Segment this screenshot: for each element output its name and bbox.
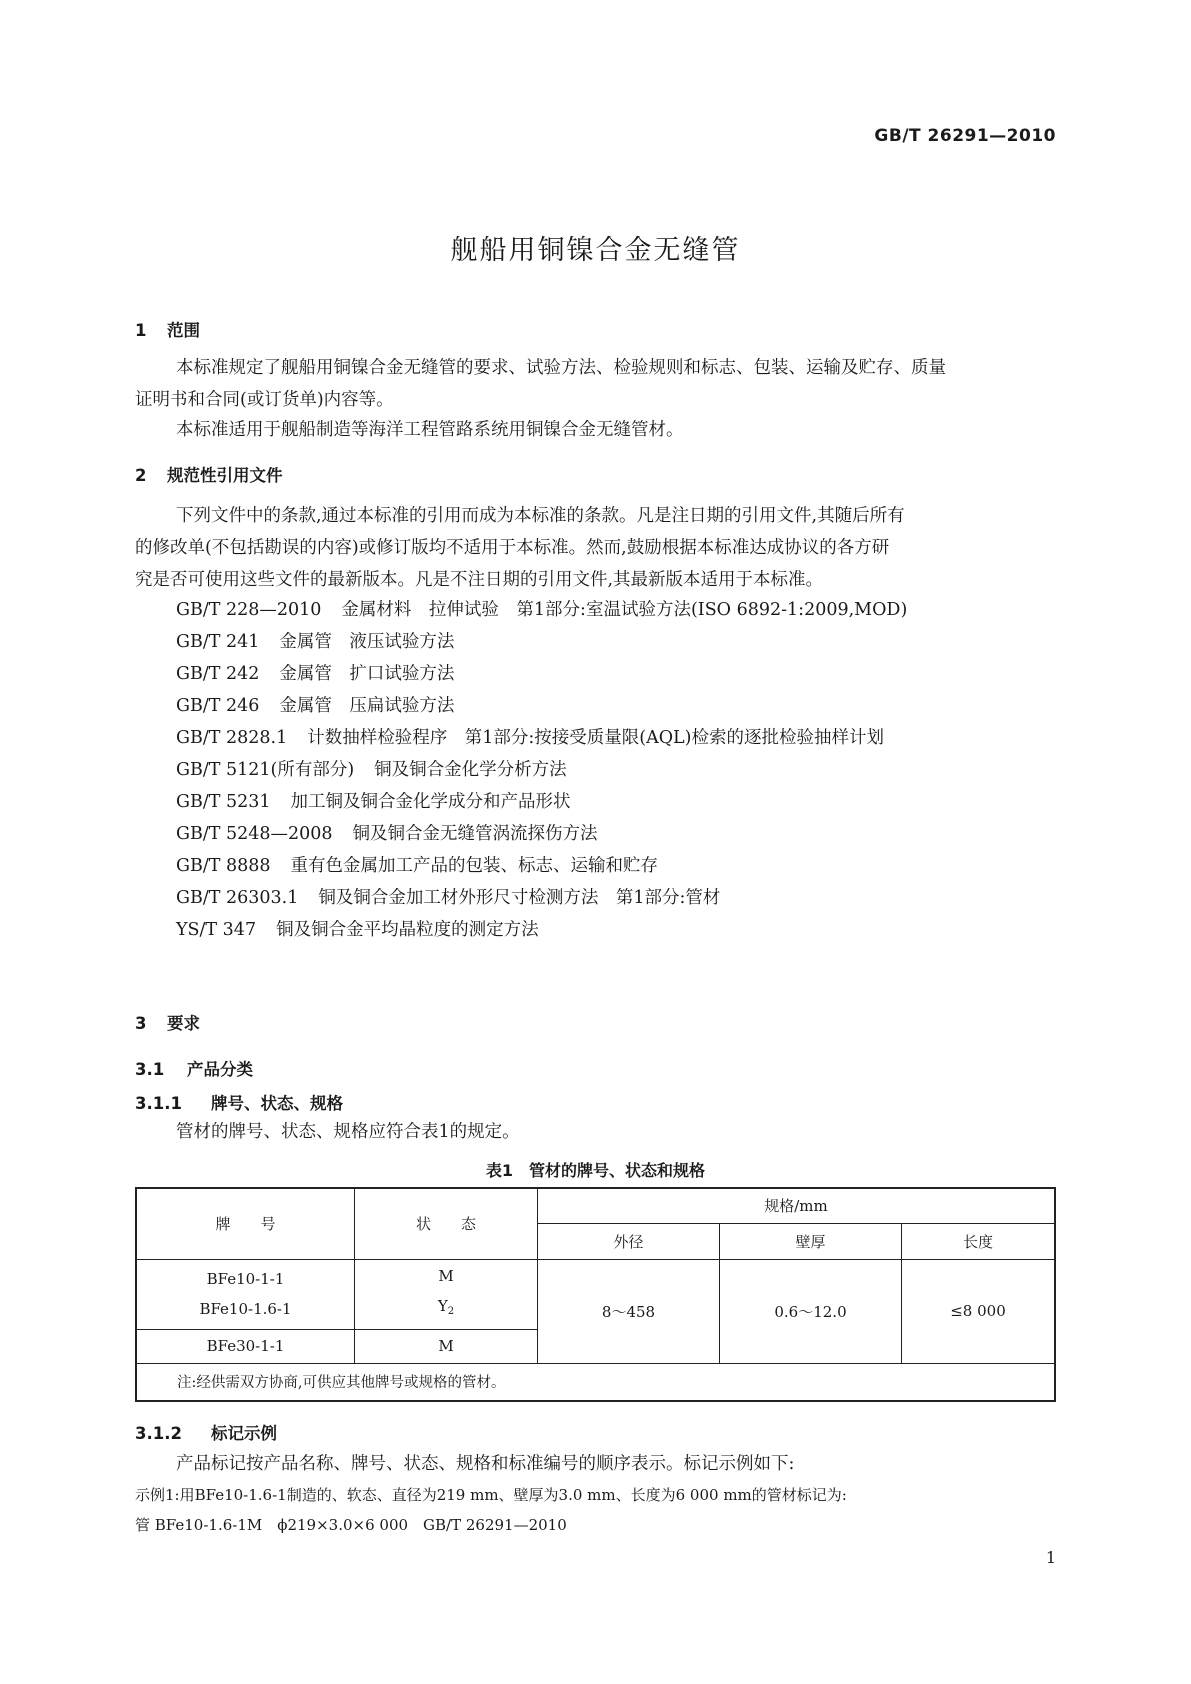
length-cell: ≤8 000 bbox=[902, 1259, 1056, 1363]
reference-code: GB/T 8888 bbox=[176, 856, 271, 876]
standard-code: GB/T 26291—2010 bbox=[874, 126, 1056, 146]
table-caption: 表1 管材的牌号、状态和规格 bbox=[485, 1161, 706, 1180]
reference-item bbox=[176, 692, 454, 717]
temper-cell bbox=[355, 1259, 538, 1329]
reference-item bbox=[176, 788, 571, 813]
reference-code: GB/T 5231 bbox=[176, 792, 271, 812]
reference-item bbox=[176, 724, 884, 749]
header-wall-thickness: 壁厚 bbox=[720, 1223, 902, 1259]
section-3-1-2-heading bbox=[135, 1420, 277, 1444]
reference-title: 重有色金属加工产品的包装、标志、运输和贮存 bbox=[290, 856, 659, 876]
reference-title: 计数抽样检验程序 第1部分:按接受质量限(AQL)检索的逐批检验抽样计划 bbox=[307, 728, 885, 748]
section-number: 1 bbox=[135, 321, 147, 340]
section-3-heading bbox=[135, 1010, 200, 1034]
text-line: 管材的牌号、状态、规格应符合表1的规定。 bbox=[176, 1122, 520, 1142]
reference-title: 金属管 扩口试验方法 bbox=[279, 664, 455, 684]
reference-item bbox=[176, 852, 658, 877]
section-1-heading bbox=[135, 317, 200, 341]
section-title: 标记示例 bbox=[211, 1424, 277, 1443]
reference-item bbox=[176, 820, 598, 845]
temper-value: M bbox=[438, 1267, 454, 1285]
section-title: 要求 bbox=[167, 1014, 200, 1033]
reference-title: 金属材料 拉伸试验 第1部分:室温试验方法(ISO 6892-1:2009,MOD) bbox=[341, 600, 908, 620]
section-number: 3.1.2 bbox=[135, 1424, 182, 1443]
page-number: 1 bbox=[1045, 1548, 1056, 1567]
temper-letter: Y bbox=[437, 1297, 448, 1315]
section-title: 范围 bbox=[167, 321, 200, 340]
section-3-1-1-heading bbox=[135, 1090, 343, 1114]
section-number: 3 bbox=[135, 1014, 147, 1033]
reference-item bbox=[176, 916, 539, 941]
grade-value: BFe10-1-1 bbox=[206, 1270, 285, 1288]
reference-title: 铜及铜合金无缝管涡流探伤方法 bbox=[352, 824, 598, 844]
reference-code: GB/T 242 bbox=[176, 664, 260, 684]
document-title: 舰船用铜镍合金无缝管 bbox=[450, 235, 741, 266]
section-number: 3.1.1 bbox=[135, 1094, 182, 1113]
reference-code: GB/T 228—2010 bbox=[176, 600, 322, 620]
grade-cell bbox=[136, 1259, 355, 1329]
section-title: 牌号、状态、规格 bbox=[211, 1094, 343, 1113]
section-3-1-1-paragraph bbox=[135, 1116, 1056, 1148]
text-line: 证明书和合同(或订货单)内容等。 bbox=[135, 390, 394, 410]
outer-diameter-cell: 8～458 bbox=[538, 1259, 720, 1363]
temper-cell: M bbox=[355, 1329, 538, 1363]
text-line: 本标准适用于舰船制造等海洋工程管路系统用铜镍合金无缝管材。 bbox=[176, 420, 684, 440]
reference-code: GB/T 5121(所有部分) bbox=[176, 760, 355, 780]
header-grade: 牌 号 bbox=[136, 1188, 355, 1259]
header-outer-diameter: 外径 bbox=[538, 1223, 720, 1259]
spec-table bbox=[135, 1187, 1056, 1402]
reference-item bbox=[176, 660, 454, 685]
text-line: 究是否可使用这些文件的最新版本。凡是不注日期的引用文件,其最新版本适用于本标准。 bbox=[135, 570, 824, 590]
reference-item bbox=[176, 884, 720, 909]
reference-title: 加工铜及铜合金化学成分和产品形状 bbox=[290, 792, 571, 812]
reference-code: GB/T 246 bbox=[176, 696, 260, 716]
header-length: 长度 bbox=[902, 1223, 1056, 1259]
grade-cell: BFe30-1-1 bbox=[136, 1329, 355, 1363]
section-number: 2 bbox=[135, 466, 147, 485]
reference-item bbox=[176, 756, 567, 781]
reference-code: GB/T 26303.1 bbox=[176, 888, 299, 908]
example-1-mark: 管 BFe10-1.6-1M ϕ219×3.0×6 000 GB/T 26291—2010 bbox=[135, 1516, 567, 1534]
grade-value: BFe10-1.6-1 bbox=[199, 1300, 292, 1318]
text-line: 产品标记按产品名称、牌号、状态、规格和标准编号的顺序表示。标记示例如下: bbox=[176, 1454, 795, 1474]
section-2-paragraph-1 bbox=[135, 500, 1056, 596]
reference-title: 金属管 液压试验方法 bbox=[279, 632, 455, 652]
section-2-heading bbox=[135, 462, 283, 486]
reference-title: 铜及铜合金化学分析方法 bbox=[374, 760, 567, 780]
table-note: 注:经供需双方协商,可供应其他牌号或规格的管材。 bbox=[136, 1363, 1055, 1401]
section-number: 3.1 bbox=[135, 1060, 165, 1079]
reference-code: YS/T 347 bbox=[176, 920, 257, 940]
reference-title: 铜及铜合金加工材外形尺寸检测方法 第1部分:管材 bbox=[318, 888, 721, 908]
reference-title: 铜及铜合金平均晶粒度的测定方法 bbox=[276, 920, 539, 940]
reference-title: 金属管 压扁试验方法 bbox=[279, 696, 455, 716]
reference-item bbox=[176, 596, 907, 621]
reference-item bbox=[176, 628, 454, 653]
section-3-1-heading bbox=[135, 1056, 253, 1080]
header-temper: 状 态 bbox=[355, 1188, 538, 1259]
temper-subscript: 2 bbox=[447, 1306, 455, 1317]
wall-thickness-cell: 0.6～12.0 bbox=[720, 1259, 902, 1363]
temper-value bbox=[355, 1291, 537, 1327]
text-line: 下列文件中的条款,通过本标准的引用而成为本标准的条款。凡是注日期的引用文件,其随后所有 bbox=[176, 506, 905, 526]
section-title: 产品分类 bbox=[187, 1060, 253, 1079]
reference-code: GB/T 241 bbox=[176, 632, 260, 652]
header-spec: 规格/mm bbox=[538, 1188, 1056, 1223]
section-title: 规范性引用文件 bbox=[167, 466, 283, 485]
example-1: 示例1:用BFe10-1.6-1制造的、软态、直径为219 mm、壁厚为3.0 mm、长度为6 000 mm的管材标记为: bbox=[135, 1486, 847, 1504]
reference-code: GB/T 2828.1 bbox=[176, 728, 288, 748]
text-line: 的修改单(不包括勘误的内容)或修订版均不适用于本标准。然而,鼓励根据本标准达成协议的各方研 bbox=[135, 538, 890, 558]
reference-code: GB/T 5248—2008 bbox=[176, 824, 333, 844]
section-3-1-2-paragraph bbox=[135, 1448, 1056, 1480]
section-1-paragraph-1 bbox=[135, 352, 1056, 416]
section-1-paragraph-2 bbox=[135, 414, 1056, 446]
text-line: 本标准规定了舰船用铜镍合金无缝管的要求、试验方法、检验规则和标志、包装、运输及贮存、质量 bbox=[176, 358, 946, 378]
